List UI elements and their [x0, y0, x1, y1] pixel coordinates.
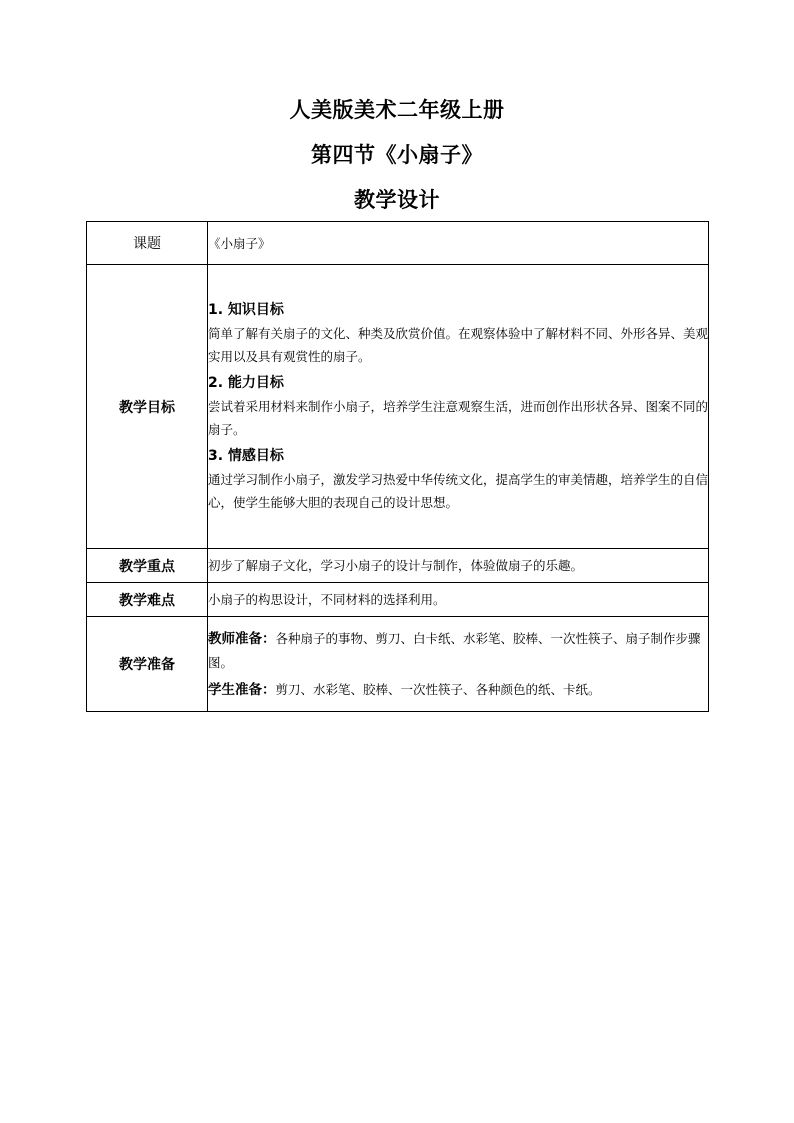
difficulties-label: 教学难点 — [87, 583, 208, 617]
topic-label: 课题 — [87, 222, 208, 265]
table-row-difficulties — [87, 583, 709, 617]
student-preparation-label: 学生准备： — [208, 681, 276, 698]
goal-knowledge-text: 简单了解有关扇子的文化、种类及欣赏价值。在观察体验中了解材料不同、外形各异、美观实用以及具有观赏性的扇子。 — [208, 326, 709, 364]
table-row-goals — [87, 265, 709, 549]
goals-label: 教学目标 — [87, 265, 208, 549]
table-row-topic — [87, 222, 709, 265]
teacher-preparation-text: 各种扇子的事物、剪刀、白卡纸、水彩笔、胶棒、一次性筷子、扇子制作步骤图。 — [208, 630, 701, 670]
key-points-label: 教学重点 — [87, 549, 208, 583]
difficulties-value: 小扇子的构思设计，不同材料的选择利用。 — [208, 583, 709, 617]
lesson-plan-table — [86, 221, 709, 712]
goal-emotion-heading: 3. 情感目标 — [208, 448, 284, 464]
preparation-label: 教学准备 — [87, 617, 208, 712]
table-row-preparation — [87, 617, 709, 712]
preparation-content — [208, 617, 709, 712]
teacher-preparation — [208, 627, 708, 674]
title-textbook: 人美版美术二年级上册 — [289, 97, 505, 122]
goal-ability-text: 尝试着采用材料来制作小扇子，培养学生注意观察生活，进而创作出形状各异、图案不同的扇子。 — [208, 399, 709, 437]
title-lesson: 第四节《小扇子》 — [311, 142, 483, 167]
goals-content — [208, 265, 709, 549]
student-preparation-text: 剪刀、水彩笔、胶棒、一次性筷子、各种颜色的纸、卡纸。 — [275, 681, 601, 697]
goal-emotion-text: 通过学习制作小扇子，激发学习热爱中华传统文化，提高学生的审美情趣，培养学生的自信心，使学生能够大胆的表现自己的设计思想。 — [208, 472, 709, 510]
document-title-block — [0, 98, 794, 212]
goal-ability-heading: 2. 能力目标 — [208, 375, 284, 391]
topic-value: 《小扇子》 — [208, 222, 709, 265]
table-row-key-points — [87, 549, 709, 583]
student-preparation — [208, 678, 708, 702]
title-design: 教学设计 — [354, 187, 440, 212]
goal-knowledge-heading: 1. 知识目标 — [208, 302, 284, 318]
teacher-preparation-label: 教师准备： — [208, 630, 276, 647]
key-points-value: 初步了解扇子文化，学习小扇子的设计与制作，体验做扇子的乐趣。 — [208, 549, 709, 583]
